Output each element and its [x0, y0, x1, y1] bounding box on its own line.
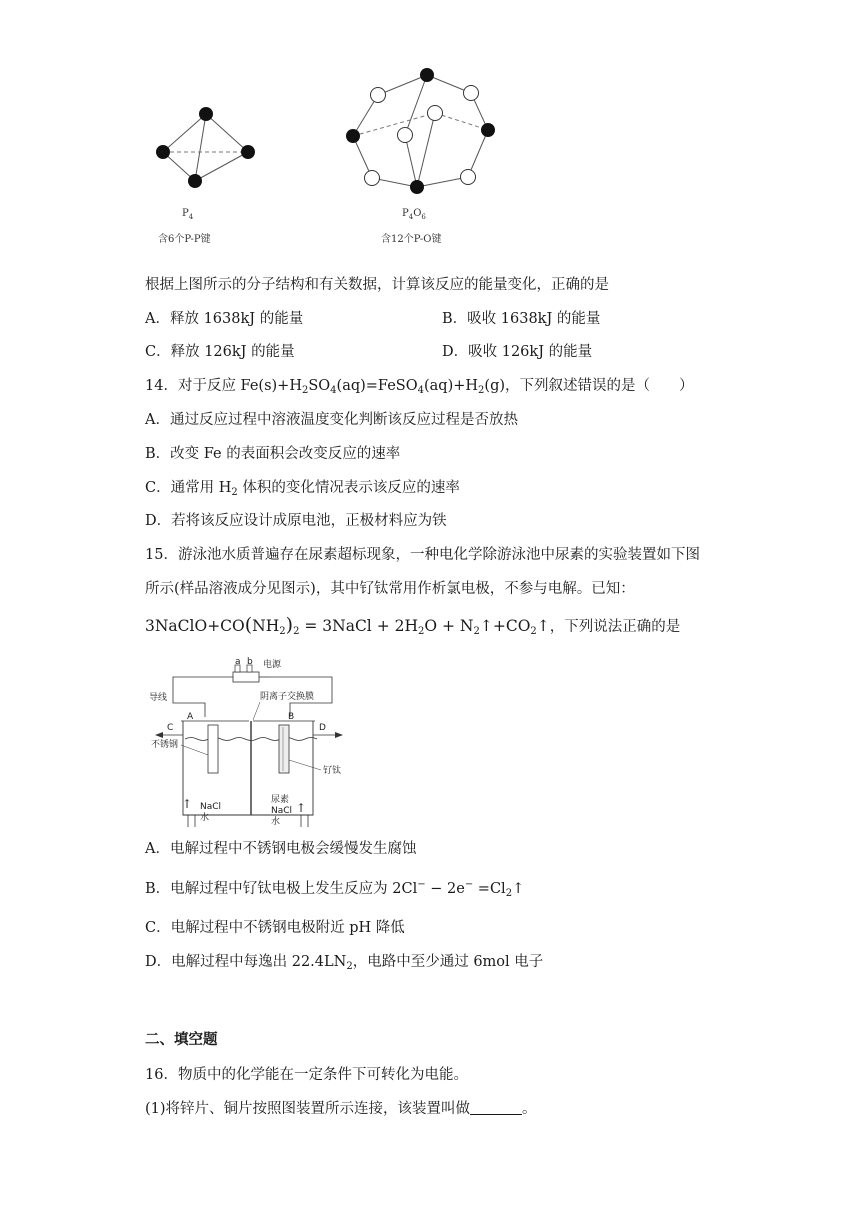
q14-option-c[interactable]: C．通常用 $H_2$ 体积的变化情况表示该反应的速率	[145, 480, 460, 498]
q13-option-a[interactable]: A．释放 1638kJ 的能量	[145, 311, 304, 327]
q15-option-d[interactable]: D．电解过程中每逸出 $22.4LN_2$，电路中至少通过 6mol 电子	[145, 954, 544, 972]
q14-stem: 14．对于反应 $Fe(s)+H_2SO_4(aq)=FeSO_4(aq)+H_2(g)$，下列叙述错误的是（ ）	[145, 378, 694, 396]
steel-label: 不锈钢	[151, 740, 179, 750]
p4o6-structure	[346, 68, 495, 194]
answer-blank[interactable]	[470, 1100, 522, 1115]
p4-caption: 含6个P-P键	[158, 234, 211, 245]
q15-option-a[interactable]: A．电解过程中不锈钢电极会缓慢发生腐蚀	[145, 841, 417, 857]
q13-stem: 根据上图所示的分子结构和有关数据，计算该反应的能量变化，正确的是	[145, 277, 609, 293]
power-label: 电源	[263, 660, 282, 670]
label-d: D	[319, 723, 326, 733]
q13-option-c[interactable]: C．释放 126kJ 的能量	[145, 344, 295, 360]
q15-option-b[interactable]: B．电解过程中钌钛电极上发生反应为 $2Cl^- - 2e^- =Cl_2↑$	[145, 879, 525, 899]
inlet-right-arrow: ↑	[296, 801, 307, 815]
q15-stem-line1: 15．游泳池水质普遍存在尿素超标现象，一种电化学除游泳池中尿素的实验装置如下图	[145, 547, 700, 563]
inlet-left-arrow: ↑	[182, 797, 193, 811]
terminal-b: b	[247, 657, 253, 667]
molecule-figure	[140, 60, 520, 250]
electrolysis-apparatus	[145, 655, 365, 830]
inlet-left-labels: NaCl 水	[200, 802, 222, 823]
p4-structure	[156, 107, 255, 188]
q15-stem-line2: 所示(样品溶液成分见图示)，其中钌钛常用作析氯电极，不参与电解。已知：	[145, 581, 635, 597]
q15-equation: $3NaClO+CO(NH_2)_2$ = 3NaCl + $2H_2O$ + $N_2↑+CO_2↑$，下列说法正确的是	[145, 614, 681, 637]
ruti-label: 钌钛	[323, 766, 342, 776]
membrane-label: 阴离子交换膜	[260, 692, 315, 702]
q15-option-c[interactable]: C．电解过程中不锈钢电极附近 pH 降低	[145, 920, 405, 936]
wire-label: 导线	[149, 693, 168, 703]
q14-option-b[interactable]: B．改变 Fe 的表面积会改变反应的速率	[145, 446, 401, 462]
q13-option-b[interactable]: B．吸收 1638kJ 的能量	[442, 311, 601, 327]
q16-stem: 16．物质中的化学能在一定条件下可转化为电能。	[145, 1067, 468, 1083]
p4-label: $P_4$	[182, 208, 194, 221]
inlet-right-labels: 尿素 NaCl 水	[271, 795, 293, 827]
p4o6-caption: 含12个P-O键	[381, 234, 442, 245]
p4o6-label: $P_4O_6$	[402, 208, 426, 221]
q13-option-d[interactable]: D．吸收 126kJ 的能量	[442, 344, 593, 360]
section-title: 二、填空题	[145, 1031, 218, 1048]
label-c: C	[167, 723, 174, 733]
q16-sub1: (1)将锌片、铜片按照图装置所示连接，该装置叫做 。	[145, 1101, 537, 1117]
q14-option-a[interactable]: A．通过反应过程中溶液温度变化判断该反应过程是否放热	[145, 412, 518, 428]
label-b-electrode: B	[288, 712, 295, 722]
terminal-a: a	[235, 657, 241, 667]
q14-option-d[interactable]: D．若将该反应设计成原电池，正极材料应为铁	[145, 513, 447, 529]
label-a-electrode: A	[187, 712, 194, 722]
